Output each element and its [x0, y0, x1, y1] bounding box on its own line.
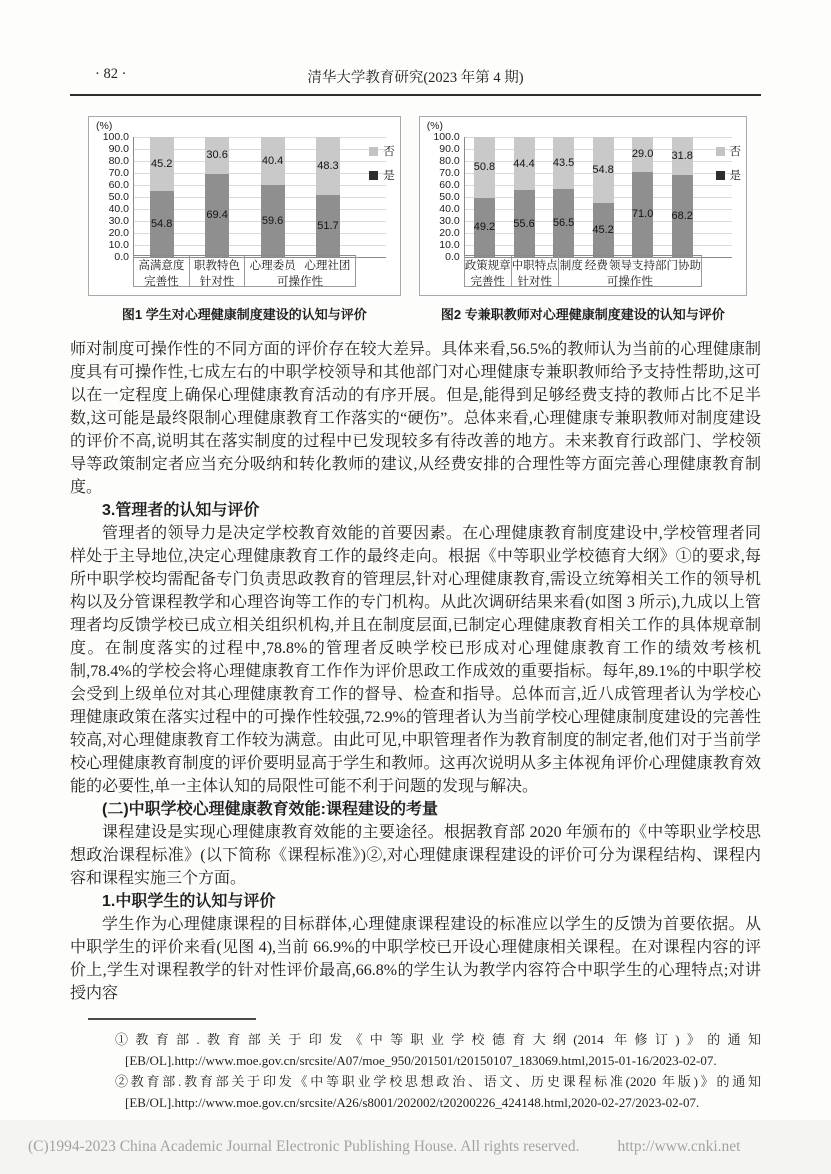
category-label: 职教特色	[194, 260, 240, 272]
footnote-separator	[88, 1018, 256, 1020]
bar-value-yes: 51.7	[317, 219, 339, 232]
category-axis	[133, 255, 356, 287]
y-tick-label: 50.0	[439, 191, 460, 203]
journal-title: 清华大学教育研究(2023 年第 4 期)	[307, 70, 524, 86]
category-label: 制度	[559, 260, 583, 272]
y-tick-label: 70.0	[439, 167, 460, 179]
stacked-bar	[632, 137, 653, 257]
category-group-label: 可操作性	[277, 276, 324, 288]
copyright-footer	[0, 1120, 831, 1174]
category-row	[245, 257, 354, 273]
category-group	[190, 256, 246, 286]
y-tick-label: 10.0	[439, 239, 460, 251]
bar-value-no: 40.4	[261, 155, 284, 168]
legend-swatch-no	[369, 147, 378, 156]
legend-item	[716, 143, 742, 159]
copyright-text: (C)1994-2023 China Academic Journal Electronic Publishing House. All rights reserved.	[28, 1138, 580, 1155]
figure-caption: 图2 专兼职教师对心理健康制度建设的认知与评价	[440, 307, 725, 322]
legend-label: 否	[383, 146, 395, 158]
y-tick-label: 30.0	[108, 215, 129, 227]
bar-value-yes: 69.4	[206, 209, 228, 222]
body-paragraph: 师对制度可操作性的不同方面的评价存在较大差异。具体来看,56.5%的教师认为当前的心理健康制度具有可操作性,七成左右的中职学校领导和其他部门对心理健康专兼职教师给予支持性帮助,这可以在一定程度上确保心理健康教育活动的有序开展。但是,能得到足够经费支持的教师占比不足半数,这可能是最终限制心理健康教育工作落实的“硬伤”。总体来看,心理健康专兼职教师对制度建设的评价不高,说明其在落实制度的过程中已发现较多有待改善的地方。未来教育行政部门、学校领导等政策制定者应当充分吸纳和转化教师的建议,从经费安排的合理性等方面完善心理健康教育制度。	[70, 341, 761, 496]
chart-area	[88, 116, 401, 296]
bar-value-no: 54.8	[592, 163, 614, 176]
body-paragraph: 管理者的领导力是决定学校教育效能的首要因素。在心理健康教育制度建设中,学校管理者同样处于主导地位,决定心理健康教育工作的最终走向。根据《中等职业学校德育大纲》①的要求,每所中职学校均需配备专门负责思政教育的管理层,针对心理健康教育,需设立统筹相关工作的领导机构以及分管课程教学和心理咨询等工作的专门机构。从此次调研结果来看(如图 3 所示),九成以上管理者均反馈学校已成立相关组织机构,并且在制度层面,已制定心理健康教育相关工作的具体规章制度。在制度落实的过程中,78.8%的管理者反映学校已形成对心理健康教育工作的绩效考核机制,78.4%的学校会将心理健康教育工作作为评价思政工作成效的重要指标。每年,89.1%的中职学校会受到上级单位对其心理健康教育工作的督导、检查和指导。总体而言,近八成管理者认为学校心理健康政策在落实过程中的可操作性较强,72.9%的管理者认为当前学校心理健康制度建设的完善性较高,对心理健康教育工作较为满意。由此可见,中职管理者作为教育制度的制定者,他们对于当前学校心理健康教育制度的评价要明显高于学生和教师。这再次说明从多主体视角评价心理健康教育效能的必要性,单一主体认知的局限性可能不利于问题的发现与解决。	[70, 525, 761, 795]
stacked-bar	[593, 137, 614, 257]
y-tick-label: 80.0	[439, 155, 460, 167]
page-number: · 82 ·	[95, 66, 127, 82]
category-group	[464, 256, 512, 286]
bar-value-no: 45.2	[150, 158, 173, 171]
y-tick-label: 0.0	[114, 251, 129, 263]
article-body	[70, 338, 761, 1005]
bar-value-yes: 49.2	[473, 221, 496, 234]
stacked-bar	[150, 137, 174, 257]
y-axis-unit-label: (%)	[426, 120, 444, 132]
body-paragraph: 课程建设是实现心理健康教育效能的主要途径。根据教育部 2020 年颁布的《中等职业学校思想政治课程标准》(以下简称《课程标准》)②,对心理健康课程建设的评价可分为课程结构、课程内容和课程实施三个方面。	[70, 824, 761, 887]
figures-row	[88, 116, 747, 323]
y-tick-label: 30.0	[439, 215, 460, 227]
y-tick-label: 100.0	[433, 131, 460, 143]
legend-label: 是	[383, 170, 395, 182]
y-tick-label: 40.0	[439, 203, 460, 215]
bars-area	[465, 137, 702, 257]
bar-value-yes: 55.6	[513, 217, 535, 230]
legend	[369, 143, 395, 191]
legend-swatch-yes	[716, 171, 725, 180]
y-tick-label: 60.0	[439, 179, 460, 191]
header-rule	[70, 94, 761, 96]
legend	[716, 143, 742, 191]
category-row	[190, 257, 245, 273]
category-group-label: 完善性	[144, 276, 179, 288]
category-label: 高满意度	[138, 260, 185, 272]
y-tick-label: 80.0	[108, 155, 129, 167]
category-row	[134, 257, 189, 273]
bar-value-yes: 68.2	[671, 210, 693, 223]
y-tick-label: 70.0	[108, 167, 129, 179]
y-axis-unit-label: (%)	[96, 120, 113, 132]
y-tick-label: 50.0	[108, 191, 129, 203]
cnki-url: http://www.cnki.net	[617, 1138, 741, 1155]
category-group-label: 可操作性	[606, 276, 653, 288]
legend-label: 否	[729, 146, 741, 158]
stacked-bar	[205, 137, 229, 257]
stacked-bar	[316, 137, 340, 257]
category-axis	[464, 255, 702, 287]
footnotes	[70, 1029, 761, 1113]
bar-value-no: 30.6	[206, 149, 228, 162]
category-label: 经费	[584, 260, 608, 272]
legend-swatch-yes	[369, 171, 378, 180]
y-tick-label: 10.0	[108, 239, 129, 251]
y-tick-label: 40.0	[108, 203, 129, 215]
stacked-bar	[514, 137, 535, 257]
y-tick-label: 90.0	[108, 143, 129, 155]
page-header	[70, 66, 761, 86]
category-group-label: 完善性	[470, 276, 505, 288]
category-group	[559, 256, 702, 286]
category-label: 心理委员	[249, 260, 296, 272]
stacked-bar	[261, 137, 285, 257]
bar-value-no: 48.3	[317, 159, 339, 172]
stacked-bar	[474, 137, 495, 257]
category-label: 领导支持	[609, 260, 655, 272]
figure-1	[88, 116, 401, 323]
bars-area	[134, 137, 356, 257]
stacked-bar	[672, 137, 693, 257]
category-label: 政策规章	[464, 260, 511, 272]
plot-area	[102, 131, 386, 263]
category-label: 心理社团	[304, 260, 351, 272]
category-row	[465, 257, 511, 273]
y-tick-label: 0.0	[445, 251, 460, 263]
bar-value-yes: 71.0	[631, 208, 654, 221]
bar-value-yes: 54.8	[150, 218, 173, 231]
section-heading: 1.中职学生的认知与评价	[102, 893, 276, 910]
section-heading: (二)中职学校心理健康教育效能:课程建设的考量	[102, 801, 438, 818]
category-group	[245, 256, 355, 286]
category-group	[512, 256, 559, 286]
section-heading: 3.管理者的认知与评价	[102, 502, 260, 519]
y-tick-label: 20.0	[439, 227, 460, 239]
category-group	[133, 256, 190, 286]
bar-value-no: 29.0	[631, 148, 654, 161]
legend-item	[369, 167, 395, 183]
figure-2	[419, 116, 747, 323]
y-tick-label: 60.0	[108, 179, 129, 191]
bar-value-no: 31.8	[671, 150, 693, 163]
legend-item	[716, 167, 742, 183]
bar-value-no: 50.8	[473, 161, 496, 174]
category-row	[559, 257, 701, 273]
bar-value-yes: 45.2	[592, 223, 614, 236]
body-paragraph: 学生作为心理健康课程的目标群体,心理健康课程建设的标准应以学生的反馈为首要依据。从中职学生的评价来看(见图 4),当前 66.9%的中职学校已开设心理健康相关课程。在对课程内容的评价上,学生对课程教学的针对性评价最高,66.8%的学生认为教学内容符合中职学生的心理特点;对讲授内容	[70, 916, 761, 1002]
category-label: 部门协助	[655, 260, 701, 272]
bar-value-no: 44.4	[513, 157, 535, 170]
legend-swatch-no	[716, 147, 725, 156]
category-group-label: 针对性	[199, 276, 235, 288]
stacked-bar	[553, 137, 574, 257]
footnote: ②教育部.教育部关于印发《中等职业学校思想政治、语文、历史课程标准(2020 年版)》的通知[EB/OL].http://www.moe.gov.cn/srcsite/A26/s8001/202002/t20200226_424148.html,2020-02-27/2023-02-07.	[115, 1074, 761, 1110]
legend-item	[369, 143, 395, 159]
chart-area	[419, 116, 747, 296]
category-label: 中职特点	[511, 260, 558, 272]
bar-value-yes: 56.5	[552, 217, 575, 230]
figure-caption: 图1 学生对心理健康制度建设的认知与评价	[121, 307, 367, 322]
footnote: ①教育部.教育部关于印发《中等职业学校德育大纲(2014 年修订)》的通知[EB/OL].http://www.moe.gov.cn/srcsite/A07/moe_950/201501/t20150107_183069.html,2015-01-16/2023-02-07.	[115, 1032, 761, 1068]
y-tick-label: 20.0	[108, 227, 129, 239]
category-group-label: 针对性	[517, 276, 552, 288]
y-tick-label: 90.0	[439, 143, 460, 155]
legend-label: 是	[729, 170, 741, 182]
bar-value-no: 43.5	[552, 157, 575, 170]
plot-area	[433, 131, 732, 263]
y-tick-label: 100.0	[102, 131, 129, 143]
category-row	[512, 257, 558, 273]
bar-value-yes: 59.6	[261, 215, 284, 228]
